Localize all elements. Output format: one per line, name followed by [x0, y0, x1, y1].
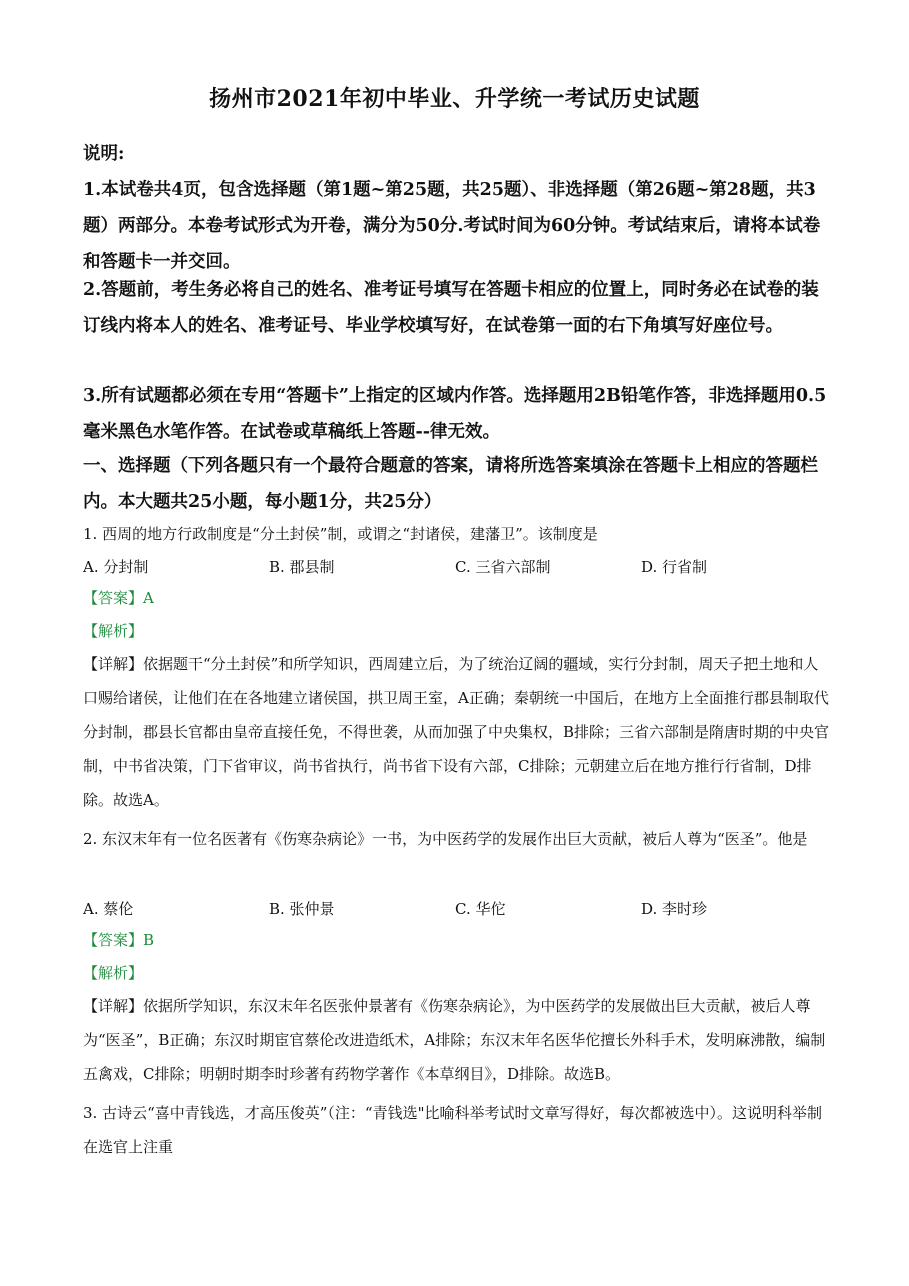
question-options — [83, 556, 833, 584]
option-c: C. 华佗 — [455, 900, 506, 918]
option-d: D. 李时珍 — [641, 900, 708, 918]
instruction-item-1: 1.本试卷共4页，包含选择题（第1题~第25题，共25题）、非选择题（第26题~第28题，共3题）两部分。本卷考试形式为开卷，满分为50分.考试时间为60分钟。考试结束后，请将本试卷和答题卡一并交回。 — [83, 180, 821, 272]
option-b: B. 郡县制 — [269, 558, 335, 576]
section-heading: 一、选择题（下列各题只有一个最符合题意的答案，请将所选答案填涂在答题卡上相应的答题栏内。本大题共25小题，每小题1分，共25分） — [83, 456, 818, 512]
option-a: A. 分封制 — [83, 558, 149, 576]
instruction-item-3: 3.所有试题都必须在专用“答题卡”上指定的区域内作答。选择题用2B铅笔作答，非选择题用0.5毫米黑色水笔作答。在试卷或草稿纸上答题--律无效。 — [83, 386, 827, 442]
answer-label: 【答案】B — [83, 931, 155, 949]
detail-text: 【详解】依据题干“分土封侯”和所学知识，西周建立后，为了统治辽阔的疆域，实行分封制，周天子把土地和人口赐给诸侯，让他们在在各地建立诸侯国，拱卫周王室，A正确；秦朝统一中国后，在地方上全面推行郡县制取代分封制，郡县长官都由皇帝直接任免，不得世袭，从而加强了中央集权，B排除；三省六部制是隋唐时期的中央官制，中书省决策，门下省审议，尚书省执行，尚书省下设有六部，C排除；元朝建立后在地方推行行省制，D排除。故选A。 — [83, 655, 830, 809]
question-stem: 2. 东汉末年有一位名医著有《伤寒杂病论》一书，为中医药学的发展作出巨大贡献，被后人尊为“医圣”。他是 — [83, 830, 808, 848]
page-title: 扬州市2021年初中毕业、升学统一考试历史试题 — [209, 86, 700, 112]
question-stem: 3. 古诗云“喜中青钱选，才高压俊英”（注：“青钱选"比喻科举考试时文章写得好，每次都被选中）。这说明科举制在选官上注重 — [83, 1104, 822, 1156]
option-b: B. 张仲景 — [269, 900, 335, 918]
question-options — [83, 898, 833, 926]
option-a: A. 蔡伦 — [83, 900, 134, 918]
analysis-label: 【解析】 — [83, 622, 144, 640]
detail-text: 【详解】依据所学知识，东汉末年名医张仲景著有《伤寒杂病论》，为中医药学的发展做出巨大贡献，被后人尊为“医圣”，B正确；东汉时期宦官蔡伦改进造纸术，A排除；东汉末年名医华佗擅长外科手术，发明麻沸散，编制五禽戏，C排除；明朝时期李时珍著有药物学著作《本草纲目》，D排除。故选B。 — [83, 997, 826, 1083]
option-c: C. 三省六部制 — [455, 558, 551, 576]
answer-label: 【答案】A — [83, 589, 154, 607]
option-d: D. 行省制 — [641, 558, 708, 576]
analysis-label: 【解析】 — [83, 964, 144, 982]
instruction-item-2: 2.答题前，考生务必将自己的姓名、准考证号填写在答题卡相应的位置上，同时务必在试卷的装订线内将本人的姓名、准考证号、毕业学校填写好，在试卷第一面的右下角填写好座位号。 — [83, 280, 819, 336]
instructions-heading: 说明: — [83, 144, 125, 164]
question-stem: 1. 西周的地方行政制度是“分土封侯”制，或谓之“封诸侯，建藩卫”。该制度是 — [83, 525, 598, 543]
